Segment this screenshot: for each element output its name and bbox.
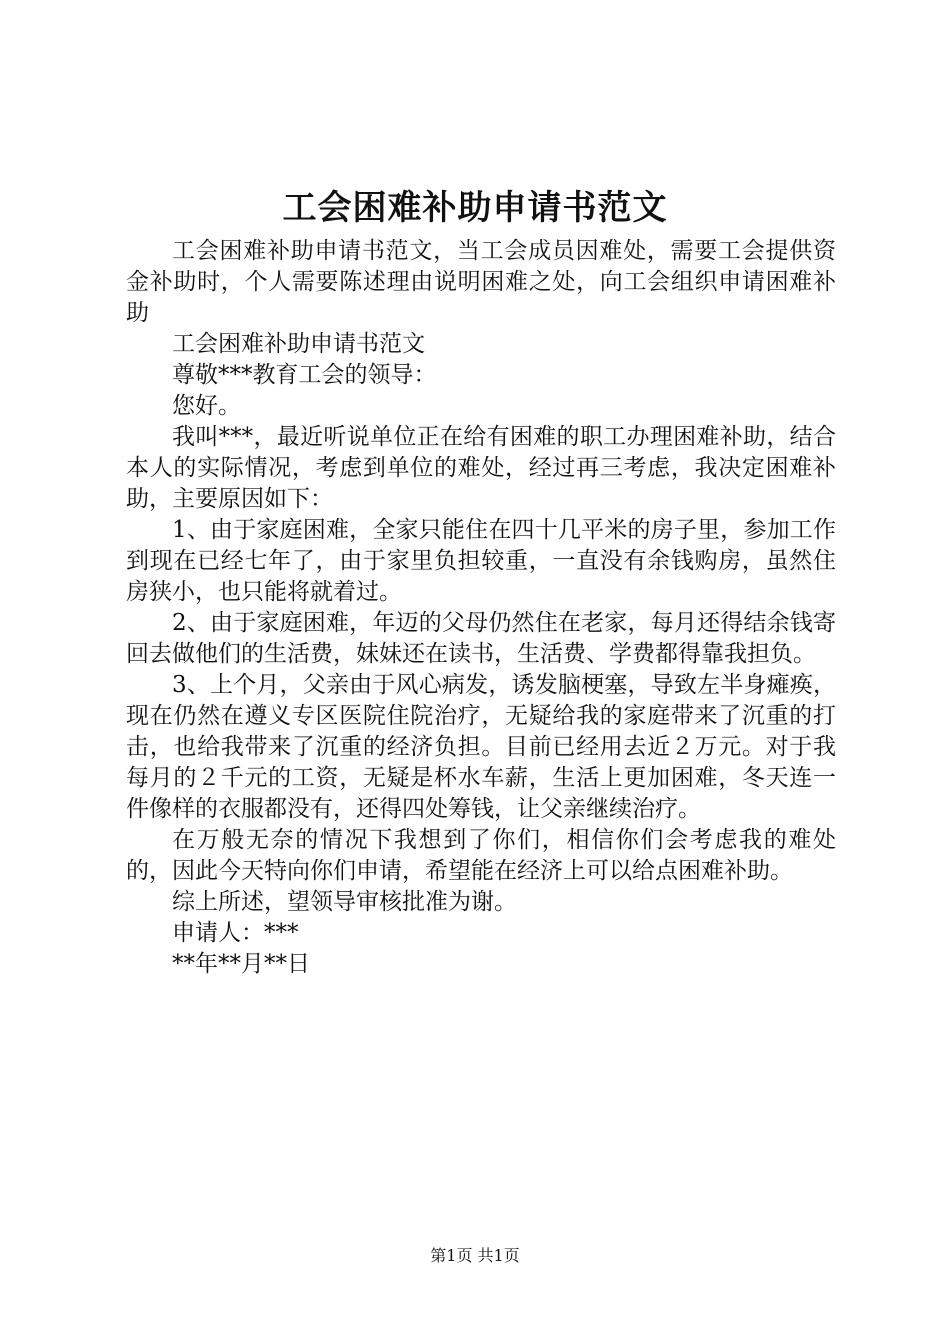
paragraph-reason-3: 3、上个月，父亲由于风心病发，诱发脑梗塞，导致左半身瘫痪，现在仍然在遵义专区医院住院治疗，无疑给我的家庭带来了沉重的打击，也给我带来了沉重的经济负担。目前已经用去近２万元。对于我每月的２千元的工资，无疑是杯水车薪，生活上更加困难，冬天连一件像样的衣服都没有，还得四处筹钱，让父亲继续治疗。: [126, 672, 836, 822]
paragraph-reason-2: 2、由于家庭困难，年迈的父母仍然住在老家，每月还得结余钱寄回去做他们的生活费，妹妹还在读书，生活费、学费都得靠我担负。: [126, 610, 836, 667]
paragraph-date: **年**月**日: [172, 951, 310, 977]
paragraph-subtitle: 工会困难补助申请书范文: [172, 331, 425, 357]
document-title: 工会困难补助申请书范文: [282, 188, 668, 228]
paragraph-intro: 工会困难补助申请书范文，当工会成员因难处，需要工会提供资金补助时，个人需要陈述理由说明困难之处，向工会组织申请困难补助: [126, 238, 836, 326]
paragraph-salutation: 尊敬***教育工会的领导：: [172, 362, 437, 388]
paragraph-closing: 综上所述，望领导审核批准为谢。: [172, 889, 517, 915]
paragraph-reason-1: 1、由于家庭困难，全家只能住在四十几平米的房子里，参加工作到现在已经七年了，由于家里负担较重，一直没有余钱购房，虽然住房狭小，也只能将就着过。: [126, 517, 836, 605]
paragraph-greeting: 您好。: [172, 393, 241, 419]
paragraph-request: 在万般无奈的情况下我想到了你们，相信你们会考虑我的难处的，因此今天特向你们申请，希望能在经济上可以给点困难补助。: [126, 827, 836, 884]
paragraph-applicant: 申请人：***: [172, 920, 299, 946]
paragraph-self-intro: 我叫***，最近听说单位正在给有困难的职工办理困难补助，结合本人的实际情况，考虑到单位的难处，经过再三考虑，我决定困难补助，主要原因如下：: [126, 424, 836, 512]
document-body: [126, 236, 836, 980]
page-number-footer: 第1页 共1页: [430, 1246, 520, 1265]
